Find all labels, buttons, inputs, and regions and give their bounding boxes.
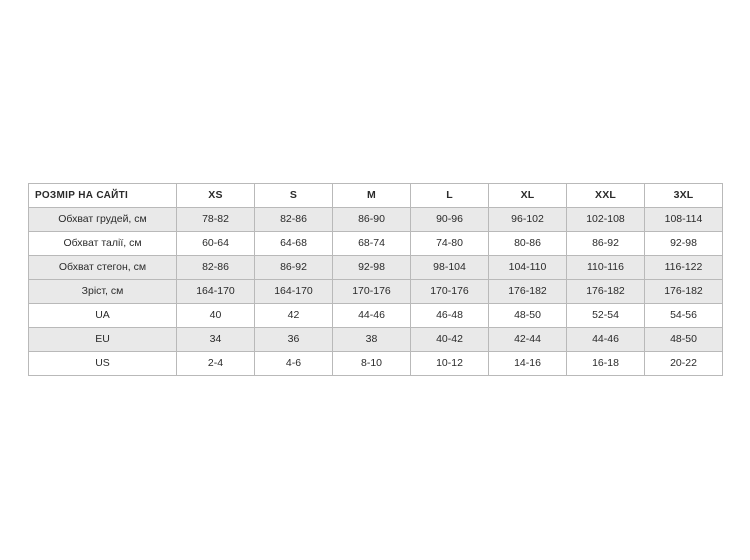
cell-hips-xs: 82-86 [177, 256, 255, 280]
cell-hips-xxl: 110-116 [567, 256, 645, 280]
cell-us-l: 10-12 [411, 352, 489, 376]
table-row [29, 280, 723, 304]
size-chart-table [28, 183, 723, 376]
cell-waist-3xl: 92-98 [645, 232, 723, 256]
header-label: РОЗМІР НА САЙТІ [29, 184, 177, 208]
cell-waist-l: 74-80 [411, 232, 489, 256]
cell-hips-l: 98-104 [411, 256, 489, 280]
cell-us-xs: 2-4 [177, 352, 255, 376]
cell-ua-l: 46-48 [411, 304, 489, 328]
header-size-m: M [333, 184, 411, 208]
cell-us-s: 4-6 [255, 352, 333, 376]
header-size-3xl: 3XL [645, 184, 723, 208]
cell-ua-s: 42 [255, 304, 333, 328]
header-size-s: S [255, 184, 333, 208]
cell-waist-xs: 60-64 [177, 232, 255, 256]
table-row [29, 328, 723, 352]
table-row [29, 352, 723, 376]
header-size-xxl: XXL [567, 184, 645, 208]
cell-chest-l: 90-96 [411, 208, 489, 232]
cell-height-xxl: 176-182 [567, 280, 645, 304]
cell-us-3xl: 20-22 [645, 352, 723, 376]
cell-us-xxl: 16-18 [567, 352, 645, 376]
cell-us-m: 8-10 [333, 352, 411, 376]
cell-waist-s: 64-68 [255, 232, 333, 256]
size-chart-head [29, 184, 723, 208]
cell-ua-xs: 40 [177, 304, 255, 328]
row-label-eu: EU [29, 328, 177, 352]
cell-chest-xxl: 102-108 [567, 208, 645, 232]
cell-us-xl: 14-16 [489, 352, 567, 376]
row-label-hips: Обхват стегон, см [29, 256, 177, 280]
cell-chest-3xl: 108-114 [645, 208, 723, 232]
cell-hips-s: 86-92 [255, 256, 333, 280]
cell-hips-xl: 104-110 [489, 256, 567, 280]
cell-eu-m: 38 [333, 328, 411, 352]
cell-eu-xxl: 44-46 [567, 328, 645, 352]
cell-hips-m: 92-98 [333, 256, 411, 280]
cell-ua-3xl: 54-56 [645, 304, 723, 328]
cell-eu-s: 36 [255, 328, 333, 352]
table-row [29, 232, 723, 256]
row-label-chest: Обхват грудей, см [29, 208, 177, 232]
row-label-us: US [29, 352, 177, 376]
header-size-xl: XL [489, 184, 567, 208]
cell-ua-xxl: 52-54 [567, 304, 645, 328]
size-chart-body [29, 208, 723, 376]
cell-waist-xxl: 86-92 [567, 232, 645, 256]
cell-ua-m: 44-46 [333, 304, 411, 328]
cell-height-3xl: 176-182 [645, 280, 723, 304]
table-row [29, 208, 723, 232]
cell-eu-3xl: 48-50 [645, 328, 723, 352]
cell-eu-l: 40-42 [411, 328, 489, 352]
size-chart-container [28, 183, 722, 376]
cell-height-l: 170-176 [411, 280, 489, 304]
cell-hips-3xl: 116-122 [645, 256, 723, 280]
table-header-row [29, 184, 723, 208]
cell-chest-xl: 96-102 [489, 208, 567, 232]
cell-chest-s: 82-86 [255, 208, 333, 232]
row-label-height: Зріст, см [29, 280, 177, 304]
cell-eu-xs: 34 [177, 328, 255, 352]
cell-height-m: 170-176 [333, 280, 411, 304]
cell-waist-xl: 80-86 [489, 232, 567, 256]
cell-eu-xl: 42-44 [489, 328, 567, 352]
cell-height-s: 164-170 [255, 280, 333, 304]
cell-chest-xs: 78-82 [177, 208, 255, 232]
cell-height-xl: 176-182 [489, 280, 567, 304]
header-size-l: L [411, 184, 489, 208]
cell-waist-m: 68-74 [333, 232, 411, 256]
cell-ua-xl: 48-50 [489, 304, 567, 328]
cell-height-xs: 164-170 [177, 280, 255, 304]
row-label-waist: Обхват талії, см [29, 232, 177, 256]
table-row [29, 304, 723, 328]
cell-chest-m: 86-90 [333, 208, 411, 232]
header-size-xs: XS [177, 184, 255, 208]
table-row [29, 256, 723, 280]
row-label-ua: UA [29, 304, 177, 328]
